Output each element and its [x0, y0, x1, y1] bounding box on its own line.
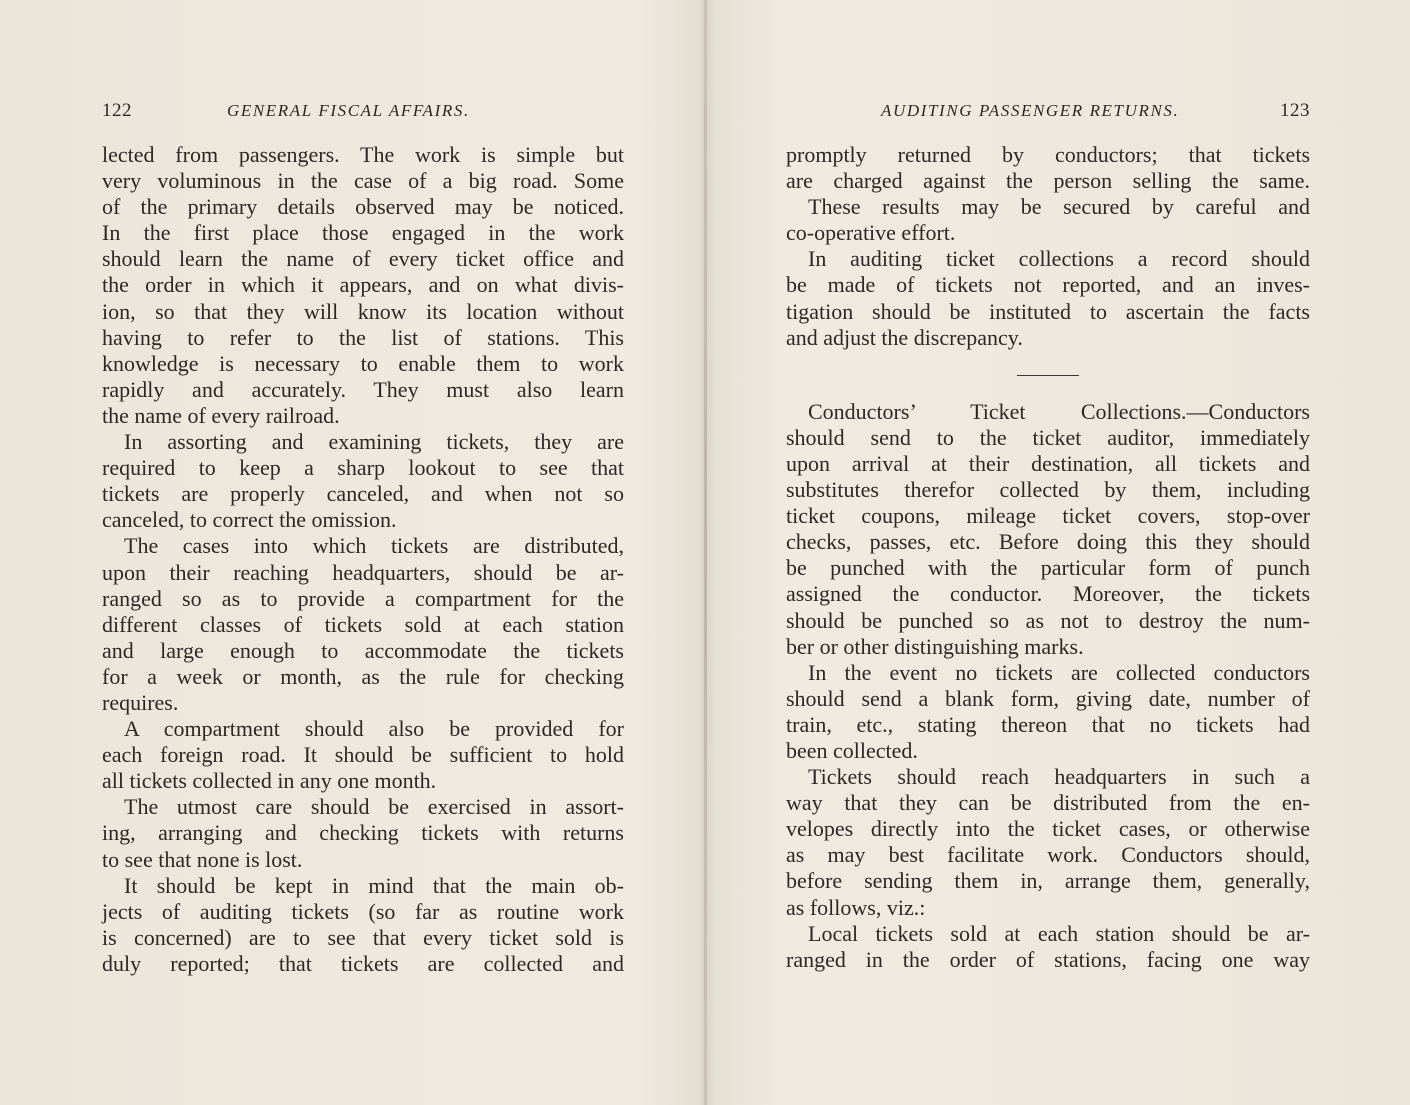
text-line: for a week or month, as the rule for checking [102, 663, 624, 689]
right-body-text [786, 142, 1310, 973]
text-line: ranged so as to provide a compartment for the [102, 585, 624, 611]
text-line: the order in which it appears, and on what divis- [102, 272, 624, 298]
text-line: ranged in the order of stations, facing one way [786, 946, 1310, 972]
text-line: ber or other distinguishing marks. [786, 633, 1084, 659]
text-line: should be punched so as not to destroy the num- [786, 607, 1310, 633]
text-line: knowledge is necessary to enable them to work [102, 350, 624, 376]
text-line: ing, arranging and checking tickets with returns [102, 820, 624, 846]
text-line: way that they can be distributed from the en- [786, 790, 1310, 816]
text-line: In assorting and examining tickets, they are [124, 429, 624, 455]
text-line: canceled, to correct the omission. [102, 507, 397, 533]
text-line: as may best facilitate work. Conductors should, [786, 842, 1310, 868]
text-line: These results may be secured by careful and [808, 194, 1310, 220]
text-line: In the event no tickets are collected conductors [808, 659, 1310, 685]
text-line: assigned the conductor. Moreover, the tickets [786, 581, 1310, 607]
right-running-title: AUDITING PASSENGER RETURNS. [881, 101, 1180, 120]
text-line: ion, so that they will know its location without [102, 298, 624, 324]
conductors-section [786, 399, 1310, 973]
text-line: and adjust the discrepancy. [786, 324, 1023, 350]
text-line: The cases into which tickets are distributed, [124, 533, 624, 559]
text-line: been collected. [786, 737, 918, 763]
text-line: be made of tickets not reported, and an inves- [786, 272, 1310, 298]
text-line: and large enough to accommodate the tickets [102, 637, 624, 663]
text-line: ticket coupons, mileage ticket covers, stop-over [786, 503, 1310, 529]
text-line: before sending them in, arrange them, generally, [786, 868, 1310, 894]
text-line: Local tickets sold at each station should be ar- [808, 920, 1310, 946]
text-line: having to refer to the list of stations. This [102, 324, 624, 350]
right-running-head [786, 99, 1310, 123]
text-line: of the primary details observed may be noticed. [102, 194, 624, 220]
text-line: different classes of tickets sold at each station [102, 611, 624, 637]
text-line: tigation should be instituted to ascertain the facts [786, 298, 1310, 324]
text-line: each foreign road. It should be sufficient to hold [102, 742, 624, 768]
text-line: In auditing ticket collections a record should [808, 246, 1310, 272]
text-line: are charged against the person selling the same. [786, 168, 1310, 194]
text-line: It should be kept in mind that the main ob- [124, 872, 624, 898]
right-page [706, 0, 1410, 1105]
text-line: substitutes therefor collected by them, including [786, 477, 1310, 503]
left-running-title: GENERAL FISCAL AFFAIRS. [227, 101, 470, 120]
text-line: all tickets collected in any one month. [102, 768, 437, 794]
text-line: upon their reaching headquarters, should be ar- [102, 559, 624, 585]
section-divider-rule [1017, 375, 1079, 376]
text-line: requires. [102, 689, 179, 715]
left-running-head [102, 99, 624, 123]
text-line: velopes directly into the ticket cases, or otherwise [786, 816, 1310, 842]
text-line: co-operative effort. [786, 220, 956, 246]
text-line: jects of auditing tickets (so far as routine work [102, 898, 624, 924]
right-page-number: 123 [1280, 100, 1310, 121]
text-line: very voluminous in the case of a big road. Some [102, 168, 624, 194]
left-body-text [102, 142, 624, 977]
text-line: In the first place those engaged in the work [102, 220, 624, 246]
text-line: checks, passes, etc. Before doing this they should [786, 529, 1310, 555]
text-line: duly reported; that tickets are collected and [102, 950, 624, 976]
section-heading-line: Conductors’ Ticket Collections.—Conductors [808, 398, 1310, 424]
text-line: should send a blank form, giving date, number of [786, 685, 1310, 711]
text-line: train, etc., stating thereon that no tickets had [786, 711, 1310, 737]
text-line: is concerned) are to see that every ticket sold is [102, 924, 624, 950]
text-line: as follows, viz.: [786, 894, 926, 920]
text-line: The utmost care should be exercised in assort- [124, 794, 624, 820]
text-line: required to keep a sharp lookout to see that [102, 455, 624, 481]
text-line: to see that none is lost. [102, 846, 303, 872]
text-line: lected from passengers. The work is simple but [102, 142, 624, 167]
text-line: Tickets should reach headquarters in such a [808, 764, 1310, 790]
text-line: should send to the ticket auditor, immediately [786, 424, 1310, 450]
text-line: tickets are properly canceled, and when not so [102, 481, 624, 507]
text-line: upon arrival at their destination, all tickets and [786, 450, 1310, 476]
left-page-number: 122 [102, 100, 132, 121]
text-line: rapidly and accurately. They must also learn [102, 376, 624, 402]
text-line: promptly returned by conductors; that tickets [786, 142, 1310, 167]
text-line: be punched with the particular form of punch [786, 555, 1310, 581]
text-line: A compartment should also be provided for [124, 716, 624, 742]
text-line: should learn the name of every ticket office and [102, 246, 624, 272]
text-line: the name of every railroad. [102, 402, 340, 428]
